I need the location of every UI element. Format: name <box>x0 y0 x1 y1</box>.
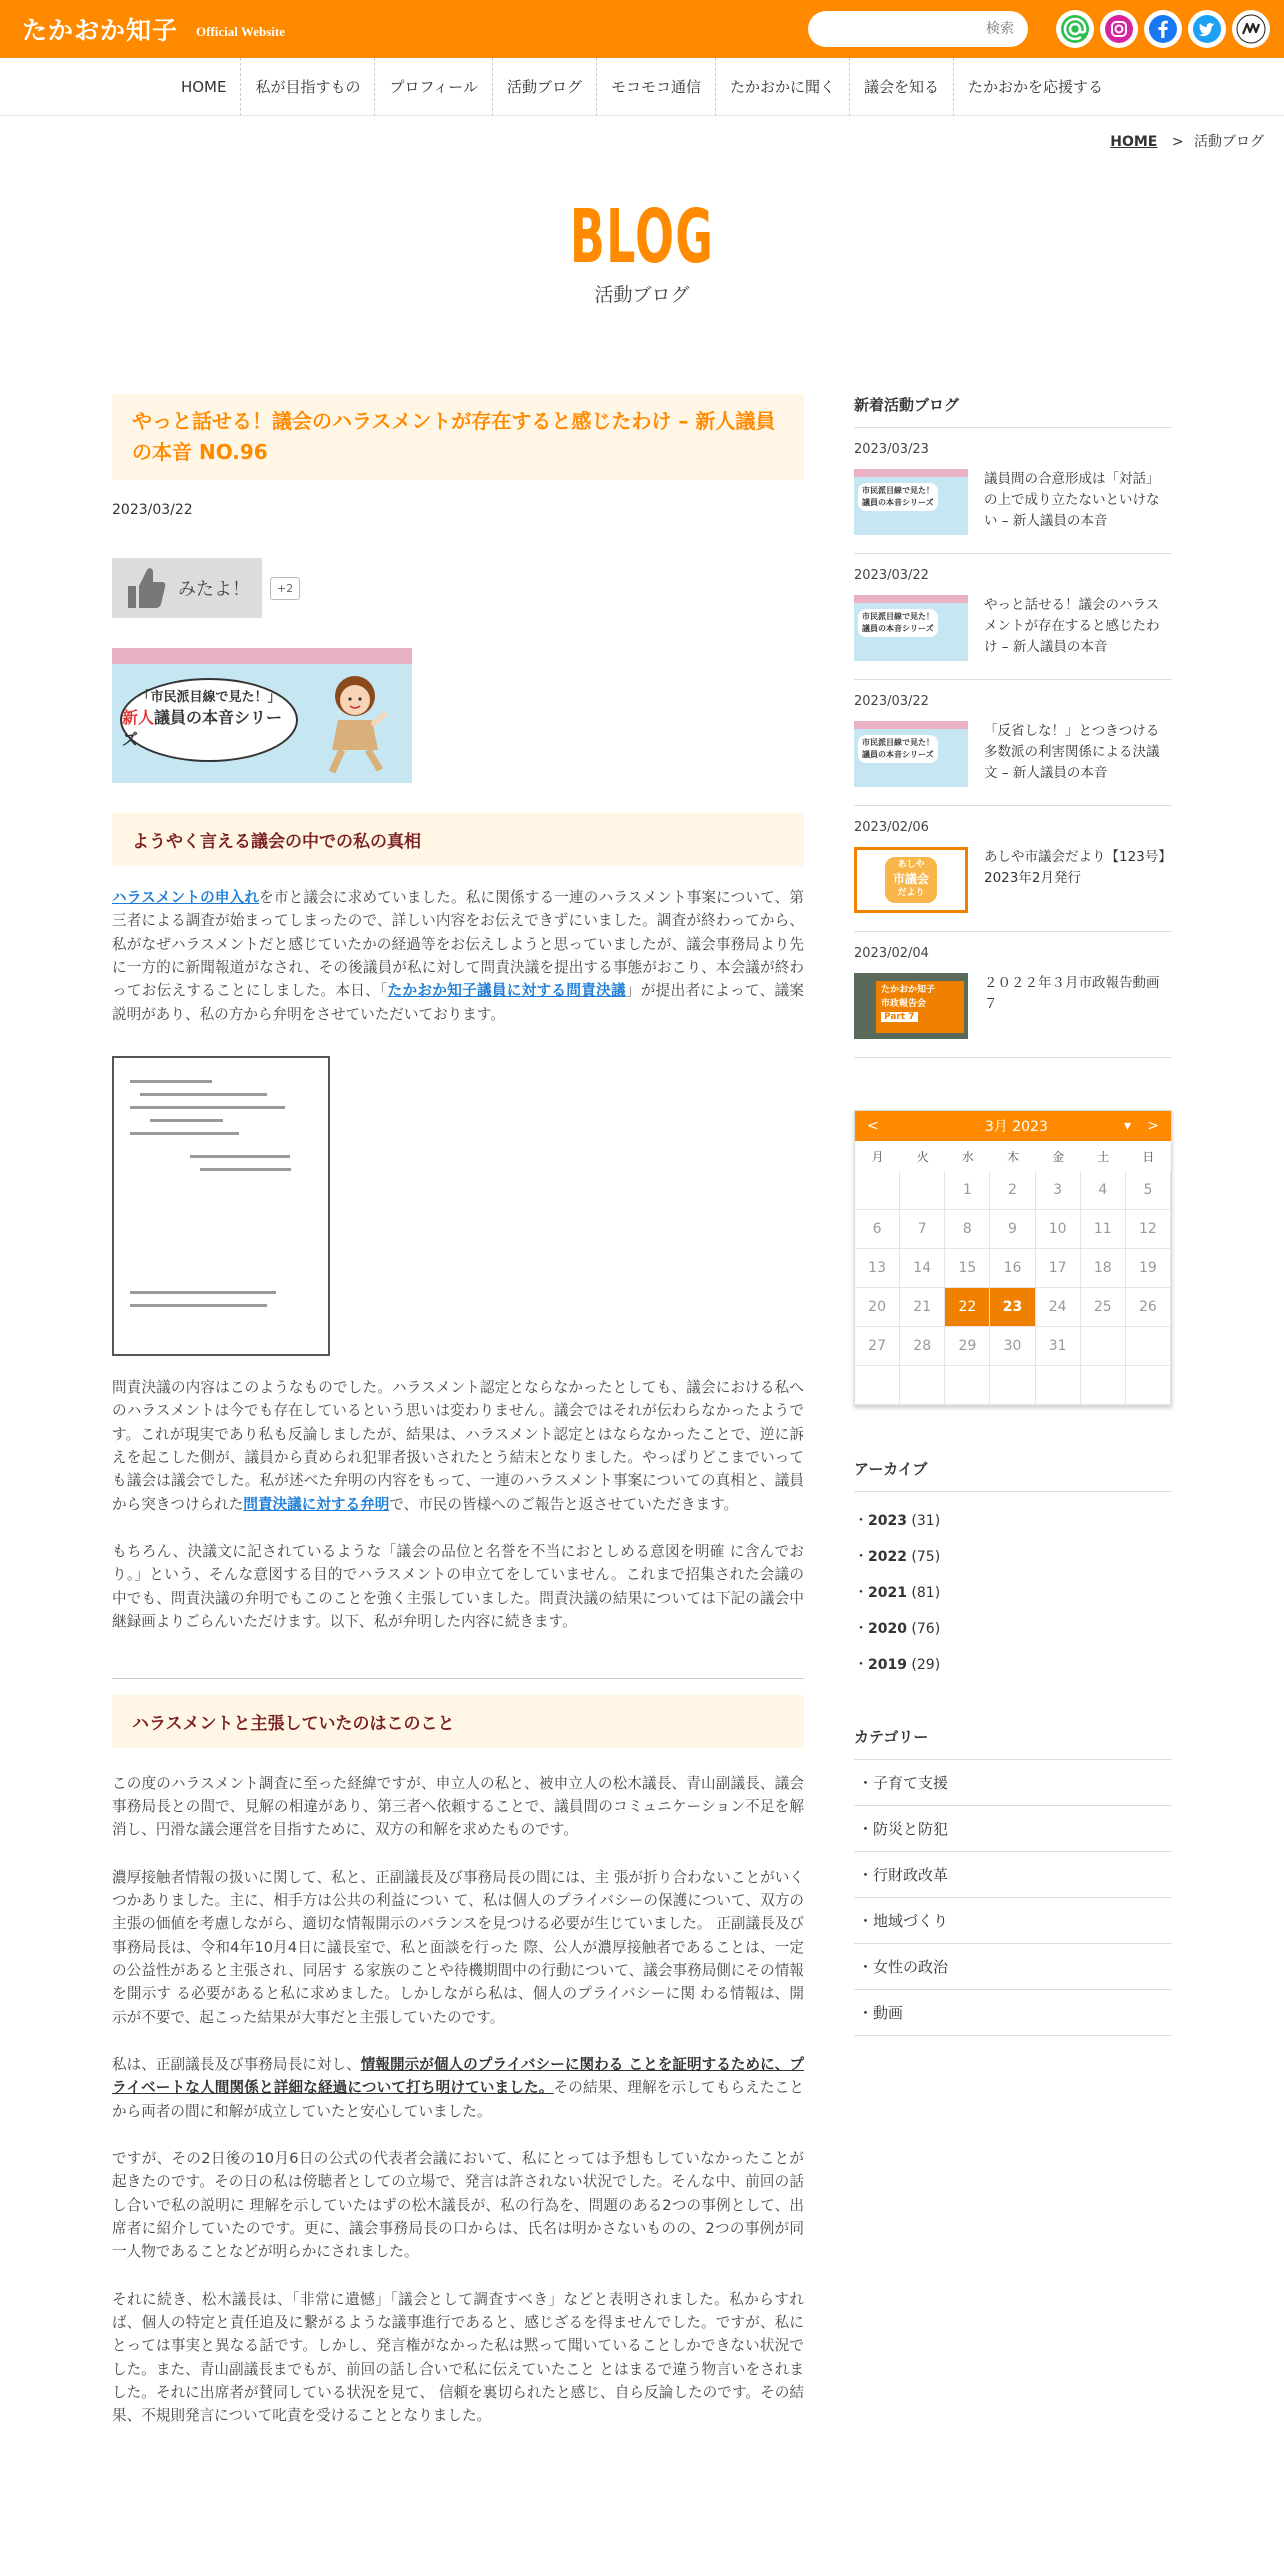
like-count: +2 <box>270 577 300 600</box>
instagram-icon[interactable] <box>1100 10 1138 48</box>
sidebar <box>854 394 1172 2036</box>
calendar-day: 20 <box>855 1288 900 1327</box>
calendar-day: 9 <box>990 1210 1035 1249</box>
nav-council[interactable]: 議会を知る <box>849 58 953 116</box>
paragraph-text: を市と議会に求めていました。私に関係する一連のハラスメント事案について、第三者による調査が始まってしまったので、詳しい内容をお伝えできずにいました。調査が終わってから、私がなぜハラスメントだと感じていたかの経過等をお伝えしようと思っていましたが、議会事務局より先に一方的に新聞報道がなされ、その後議員が私に対して問責決議を提出する事態がおこり、本会議が終わってお伝えすることにしました。本日、「 <box>112 889 804 1000</box>
banner-line1: 「市民派目線で見た！」 <box>137 689 281 705</box>
calendar-day: 3 <box>1036 1171 1081 1210</box>
calendar-weekday: 月 <box>855 1141 900 1171</box>
series-thumbnail[interactable] <box>854 595 968 661</box>
calendar-day: 8 <box>945 1210 990 1249</box>
video-thumbnail[interactable] <box>854 973 968 1039</box>
thumbnail-text: 議員の本音シリーズ <box>862 750 934 759</box>
calendar-day: 5 <box>1126 1171 1171 1210</box>
breadcrumb-current: 活動ブログ <box>1194 134 1264 150</box>
calendar-day: 6 <box>855 1210 900 1249</box>
paragraph-text: 」が提出者によって、議案説明があり、私の方から弁明をさせていただいております。 <box>112 982 804 1023</box>
paragraph-intro <box>112 886 804 1026</box>
calendar-day: 4 <box>1081 1171 1126 1210</box>
calendar-day <box>1036 1366 1081 1405</box>
calendar-prev-button[interactable]: < <box>867 1118 879 1134</box>
new-post-title[interactable]: 「反省しな！」とつきつける多数派の利害関係による決議文 – 新人議員の本音 <box>984 723 1160 781</box>
nav-home[interactable]: HOME <box>180 77 227 96</box>
paragraph-meeting: ですが、その2日後の10月6日の公式の代表者会議において、私にとっては予想もしていなかったことが起きたのです。その日の私は傍聴者としての立場で、発言は許されない状況でした。そんな中、前回の話し合いで私の説明に 理解を示していたはずの松木議長が、私の行為を、問題のある2つの事例として、出席者に紹介していたのです。更に、議会事務局長の口からは、氏名は明かさないものの、2つの事例が同一人物であることなどが明らかにされました。 <box>112 2149 804 2261</box>
calendar-grid <box>855 1141 1171 1405</box>
calendar-day <box>855 1366 900 1405</box>
archive-heading: アーカイブ <box>854 1458 1172 1492</box>
thumbnail-text: 議員の本音シリーズ <box>862 498 934 507</box>
archive-year[interactable]: 2021 <box>868 1585 907 1601</box>
calendar-day: 12 <box>1126 1210 1171 1249</box>
calendar-widget <box>854 1110 1172 1406</box>
archive-count: (75) <box>911 1549 941 1565</box>
category-item[interactable]: ・女性の政治 <box>854 1944 1172 1990</box>
paragraph-contact-info: 濃厚接触者情報の扱いに関して、私と、正副議長及び事務局長の間には、主 張が折り合わないことがいくつかありました。主に、相手方は公共の利益につい て、私は個人のプライバシーの保護について、双方の主張の価値を考慮しながら、適切な情報開示のバランスを見つける必要が生じていました。 正副議長及び事務局長は、令和4年10月4日に議長室で、私と面談を行った 際、公人が濃厚接触者であることは、一定の公益性があると主張され、同居す る家族のことや待機期間中の行動について、議会事務局側にその情報を開示す る必要があると私に求めました。しかしながら私は、個人のプライバシーに関 わる情報は、開示が不要で、起こった結果が大事だと主張していたのです。 <box>112 1868 804 2026</box>
calendar-day <box>1126 1327 1171 1366</box>
archive-count: (76) <box>911 1621 941 1637</box>
thumbnail-text: 市民派目線で見た！ <box>862 486 934 495</box>
calendar-weekday: 金 <box>1036 1141 1081 1171</box>
archive-section <box>854 1458 1172 1682</box>
section-heading-harassment: ハラスメントと主張していたのはこのこと <box>112 1695 804 1748</box>
nav-ask[interactable]: たかおかに聞く <box>715 58 849 116</box>
note-icon[interactable] <box>1232 10 1270 48</box>
archive-count: (81) <box>911 1585 941 1601</box>
category-label[interactable]: 防災と防犯 <box>873 1820 949 1838</box>
banner-line2-accent: 新人 <box>122 707 155 727</box>
search-box <box>808 11 1028 47</box>
post-title: やっと話せる！議会のハラスメントが存在すると感じたわけ – 新人議員の本音 NO.96 <box>112 394 804 480</box>
calendar-next-button[interactable]: > <box>1147 1118 1159 1134</box>
archive-item[interactable]: ・2020 (76) <box>854 1621 941 1637</box>
new-post-title[interactable]: やっと話せる！議会のハラスメントが存在すると感じたわけ – 新人議員の本音 <box>984 597 1160 655</box>
calendar-day: 28 <box>900 1327 945 1366</box>
calendar-day <box>1126 1366 1171 1405</box>
thumbnail-text: たかおか知子 <box>881 985 936 995</box>
calendar-day: 30 <box>990 1327 1035 1366</box>
calendar-day: 29 <box>945 1327 990 1366</box>
newsletter-thumbnail[interactable] <box>854 847 968 913</box>
nav-profile[interactable]: プロフィール <box>374 58 492 116</box>
archive-count: (31) <box>911 1513 941 1529</box>
calendar-day-today[interactable]: 23 <box>990 1288 1035 1327</box>
category-label[interactable]: 女性の政治 <box>873 1958 949 1976</box>
harassment-request-link[interactable]: ハラスメントの申入れ <box>112 889 260 906</box>
twitter-icon[interactable] <box>1188 10 1226 48</box>
social-links <box>1056 10 1270 48</box>
archive-item[interactable]: ・2019 (29) <box>854 1657 941 1673</box>
thumbnail-text: 市議会 <box>892 872 929 887</box>
calendar-header <box>855 1111 1171 1141</box>
page-subtitle: 活動ブログ <box>594 284 690 306</box>
list-item[interactable] <box>854 428 1172 554</box>
list-item[interactable] <box>854 680 1172 806</box>
thumbnail-text: 市民派目線で見た！ <box>862 612 934 621</box>
post-date: 2023/03/22 <box>112 502 193 518</box>
archive-item[interactable]: ・2023 (31) <box>854 1513 941 1529</box>
calendar-day <box>900 1366 945 1405</box>
new-posts-heading: 新着活動ブログ <box>854 394 1172 428</box>
calendar-day: 14 <box>900 1249 945 1288</box>
paragraph-disclosure <box>112 2053 804 2123</box>
rebuttal-link[interactable]: 問責決議に対する弁明 <box>243 1495 390 1513</box>
category-label[interactable]: 地域づくり <box>873 1912 949 1930</box>
calendar-weekday: 土 <box>1081 1141 1126 1171</box>
nav-blog[interactable]: 活動ブログ <box>492 58 596 116</box>
category-heading: カテゴリー <box>854 1726 1172 1760</box>
calendar-day <box>945 1366 990 1405</box>
archive-year[interactable]: 2020 <box>868 1621 907 1637</box>
calendar-day: 21 <box>900 1288 945 1327</box>
thumbnail-text: 市民派目線で見た！ <box>862 738 934 747</box>
archive-year[interactable]: 2019 <box>868 1657 907 1673</box>
email-icon[interactable] <box>1056 10 1094 48</box>
facebook-icon[interactable] <box>1144 10 1182 48</box>
like-label: みたよ！ <box>178 579 250 600</box>
series-banner <box>112 648 412 783</box>
new-post-date: 2023/02/04 <box>854 946 929 961</box>
archive-year[interactable]: 2023 <box>868 1513 907 1529</box>
category-label[interactable]: 動画 <box>873 2004 904 2022</box>
new-post-title[interactable]: あしや市議会だより【123号】2023年2月発行 <box>984 849 1172 886</box>
thumbnail-text: あしや <box>897 860 925 871</box>
paragraph-intent: もちろん、決議文に記されているような「議会の品位と名誉を不当におとしめる意図を明確 に含んでおり。」という、そんな意図する目的でハラスメントの申立てをしていません。これまで招集された会議の中でも、問責決議の弁明でもこのことを強く主張していました。問責決議の結果については下記の議会中継録画よりごらんいただけます。以下、私が弁明した内容に続きます。 <box>112 1543 804 1631</box>
calendar-day: 15 <box>945 1249 990 1288</box>
category-item[interactable]: ・地域づくり <box>854 1898 1172 1944</box>
calendar-day <box>990 1366 1035 1405</box>
series-thumbnail[interactable] <box>854 721 968 787</box>
calendar-day: 17 <box>1036 1249 1081 1288</box>
breadcrumb <box>1110 131 1264 151</box>
category-label[interactable]: 子育て支援 <box>873 1774 949 1792</box>
calendar-day: 11 <box>1081 1210 1126 1249</box>
archive-year[interactable]: 2022 <box>868 1549 907 1565</box>
header-bar <box>0 0 1284 58</box>
search-input[interactable] <box>808 11 1028 47</box>
archive-item[interactable]: ・2021 (81) <box>854 1585 941 1601</box>
calendar-day: 16 <box>990 1249 1035 1288</box>
calendar-day: 2 <box>990 1171 1035 1210</box>
calendar-day: 27 <box>855 1327 900 1366</box>
resolution-document-image[interactable] <box>112 1056 330 1356</box>
calendar-weekday: 木 <box>990 1141 1035 1171</box>
calendar-day <box>855 1171 900 1210</box>
calendar-day-with-posts[interactable]: 22 <box>945 1288 990 1327</box>
character-illustration <box>320 670 390 775</box>
page-title: BLOG <box>569 194 715 280</box>
calendar-day: 18 <box>1081 1249 1126 1288</box>
archive-item[interactable]: ・2022 (75) <box>854 1549 941 1565</box>
paragraph-background: この度のハラスメント調査に至った経緯ですが、申立人の私と、被申立人の松木議長、青山副議長、議会事務局長との間で、見解の相違があり、第三者へ依頼することで、議員間のコミュニケーション不足を解消し、円滑な議会運営を目指すために、双方の和解を求めたものです。 <box>112 1774 804 1839</box>
section-heading-truth: ようやく言える議会の中での私の真相 <box>112 813 804 866</box>
thumbnail-text: 市政報告会 <box>881 998 927 1009</box>
banner-line2: 議員の本音シリーズ <box>122 707 283 750</box>
thumbnail-text: Part 7 <box>881 1012 918 1022</box>
page-hero <box>0 194 1284 307</box>
list-item[interactable] <box>854 932 1172 1058</box>
paragraph-resolution <box>112 1376 804 1516</box>
nav-support[interactable]: たかおかを応援する <box>953 58 1117 116</box>
calendar-day: 7 <box>900 1210 945 1249</box>
category-item[interactable]: ・動画 <box>854 1990 1172 2036</box>
calendar-month[interactable]: 3月 2023 <box>984 1119 1048 1135</box>
nav-newsletter[interactable]: モコモコ通信 <box>596 58 715 116</box>
list-item[interactable] <box>854 806 1172 932</box>
paragraph-text: 私は、正副議長及び事務局長に対し、 <box>112 2055 361 2073</box>
calendar-weekday: 日 <box>1126 1141 1171 1171</box>
calendar-day: 26 <box>1126 1288 1171 1327</box>
paragraph-reprimand: それに続き、松木議長は、「非常に遺憾」「議会として調査すべき」などと表明されました。私からすれば、個人の特定と責任追及に繋がるような議事進行であると、感じざるを得ませんでした。ですが、私にとっては事実と異なる話です。しかし、発言権がなかった私は黙って聞いていることしかできない状況でした。また、青山副議長までもが、前回の話し合いで私に伝えていたこと とはまるで違う物言いをされました。それに出席者が賛同している状況を見て、 信頼を裏切られたと感じ、自ら反論したのです。その結果、不規則発言について叱責を受けることとなりました。 <box>112 2290 804 2425</box>
thumbnail-text: だより <box>897 887 925 898</box>
calendar-day: 10 <box>1036 1210 1081 1249</box>
new-post-date: 2023/02/06 <box>854 820 929 835</box>
calendar-day: 31 <box>1036 1327 1081 1366</box>
calendar-day: 1 <box>945 1171 990 1210</box>
like-widget <box>112 558 804 618</box>
calendar-day: 13 <box>855 1249 900 1288</box>
category-item[interactable]: ・行財政改革 <box>854 1852 1172 1898</box>
series-thumbnail[interactable] <box>854 469 968 535</box>
list-item[interactable] <box>854 554 1172 680</box>
breadcrumb-home[interactable]: HOME <box>1110 134 1158 150</box>
global-nav <box>0 58 1284 116</box>
new-post-title[interactable]: 議員間の合意形成は「対話」の上で成り立たないといけない – 新人議員の本音 <box>984 471 1160 529</box>
calendar-weekday: 水 <box>945 1141 990 1171</box>
calendar-day <box>900 1171 945 1210</box>
calendar-day: 24 <box>1036 1288 1081 1327</box>
site-title[interactable]: たかおか知子 <box>22 16 179 45</box>
calendar-day: 25 <box>1081 1288 1126 1327</box>
censure-resolution-link[interactable]: たかおか知子議員に対する問責決議 <box>387 982 626 1000</box>
like-button[interactable] <box>112 558 262 618</box>
article <box>112 394 804 2428</box>
paragraph-text: その結果、理解を示してもらえたことから両者の間に和解が成立していたと安心していました。 <box>112 2079 804 2120</box>
category-item[interactable]: ・防災と防犯 <box>854 1806 1172 1852</box>
chevron-down-icon[interactable]: ▾ <box>1124 1118 1132 1134</box>
paragraph-text: 問責決議の内容はこのようなものでした。ハラスメント認定とならなかったとしても、議会における私へのハラスメントは今でも存在しているという思いは変わりません。議会ではそれが伝わらなかったようです。これが現実であり私も反論しましたが、結果は、ハラスメント認定とはならなかったことで、逆に訴えを起こした側が、議員から責められ犯罪者扱いされたとう結末となりました。やっぱりどこまでいっても議会は議会でした。私が述べた弁明の内容をもって、一連のハラスメント事案についての真相と、議員から突きつけられた <box>112 1379 804 1513</box>
nav-vision[interactable]: 私が目指すもの <box>240 58 374 116</box>
emphasized-text: 情報開示が個人のプライバシーに関わる ことを証明するために、プライベートな人間関係と詳細な経過について打ち明けていました。 <box>112 2055 804 2097</box>
site-subtitle: Official Website <box>196 24 285 39</box>
new-post-date: 2023/03/22 <box>854 568 929 583</box>
archive-count: (29) <box>911 1657 941 1673</box>
paragraph-text: で、市民の皆様へのご報告と返させていただきます。 <box>389 1495 739 1513</box>
new-post-date: 2023/03/23 <box>854 442 929 457</box>
thumbnail-text: 議員の本音シリーズ <box>862 624 934 633</box>
category-label[interactable]: 行財政改革 <box>873 1866 949 1884</box>
calendar-day <box>1081 1327 1126 1366</box>
breadcrumb-separator: > <box>1171 134 1184 150</box>
new-post-title[interactable]: ２０２２年３月市政報告動画７ <box>984 975 1160 1012</box>
calendar-day: 19 <box>1126 1249 1171 1288</box>
calendar-day <box>1081 1366 1126 1405</box>
divider <box>112 1678 804 1679</box>
category-item[interactable]: ・子育て支援 <box>854 1760 1172 1806</box>
banner-speech-bubble <box>120 678 298 762</box>
category-section <box>854 1726 1172 2036</box>
thumbs-up-icon <box>126 566 166 610</box>
calendar-weekday: 火 <box>900 1141 945 1171</box>
new-post-date: 2023/03/22 <box>854 694 929 709</box>
